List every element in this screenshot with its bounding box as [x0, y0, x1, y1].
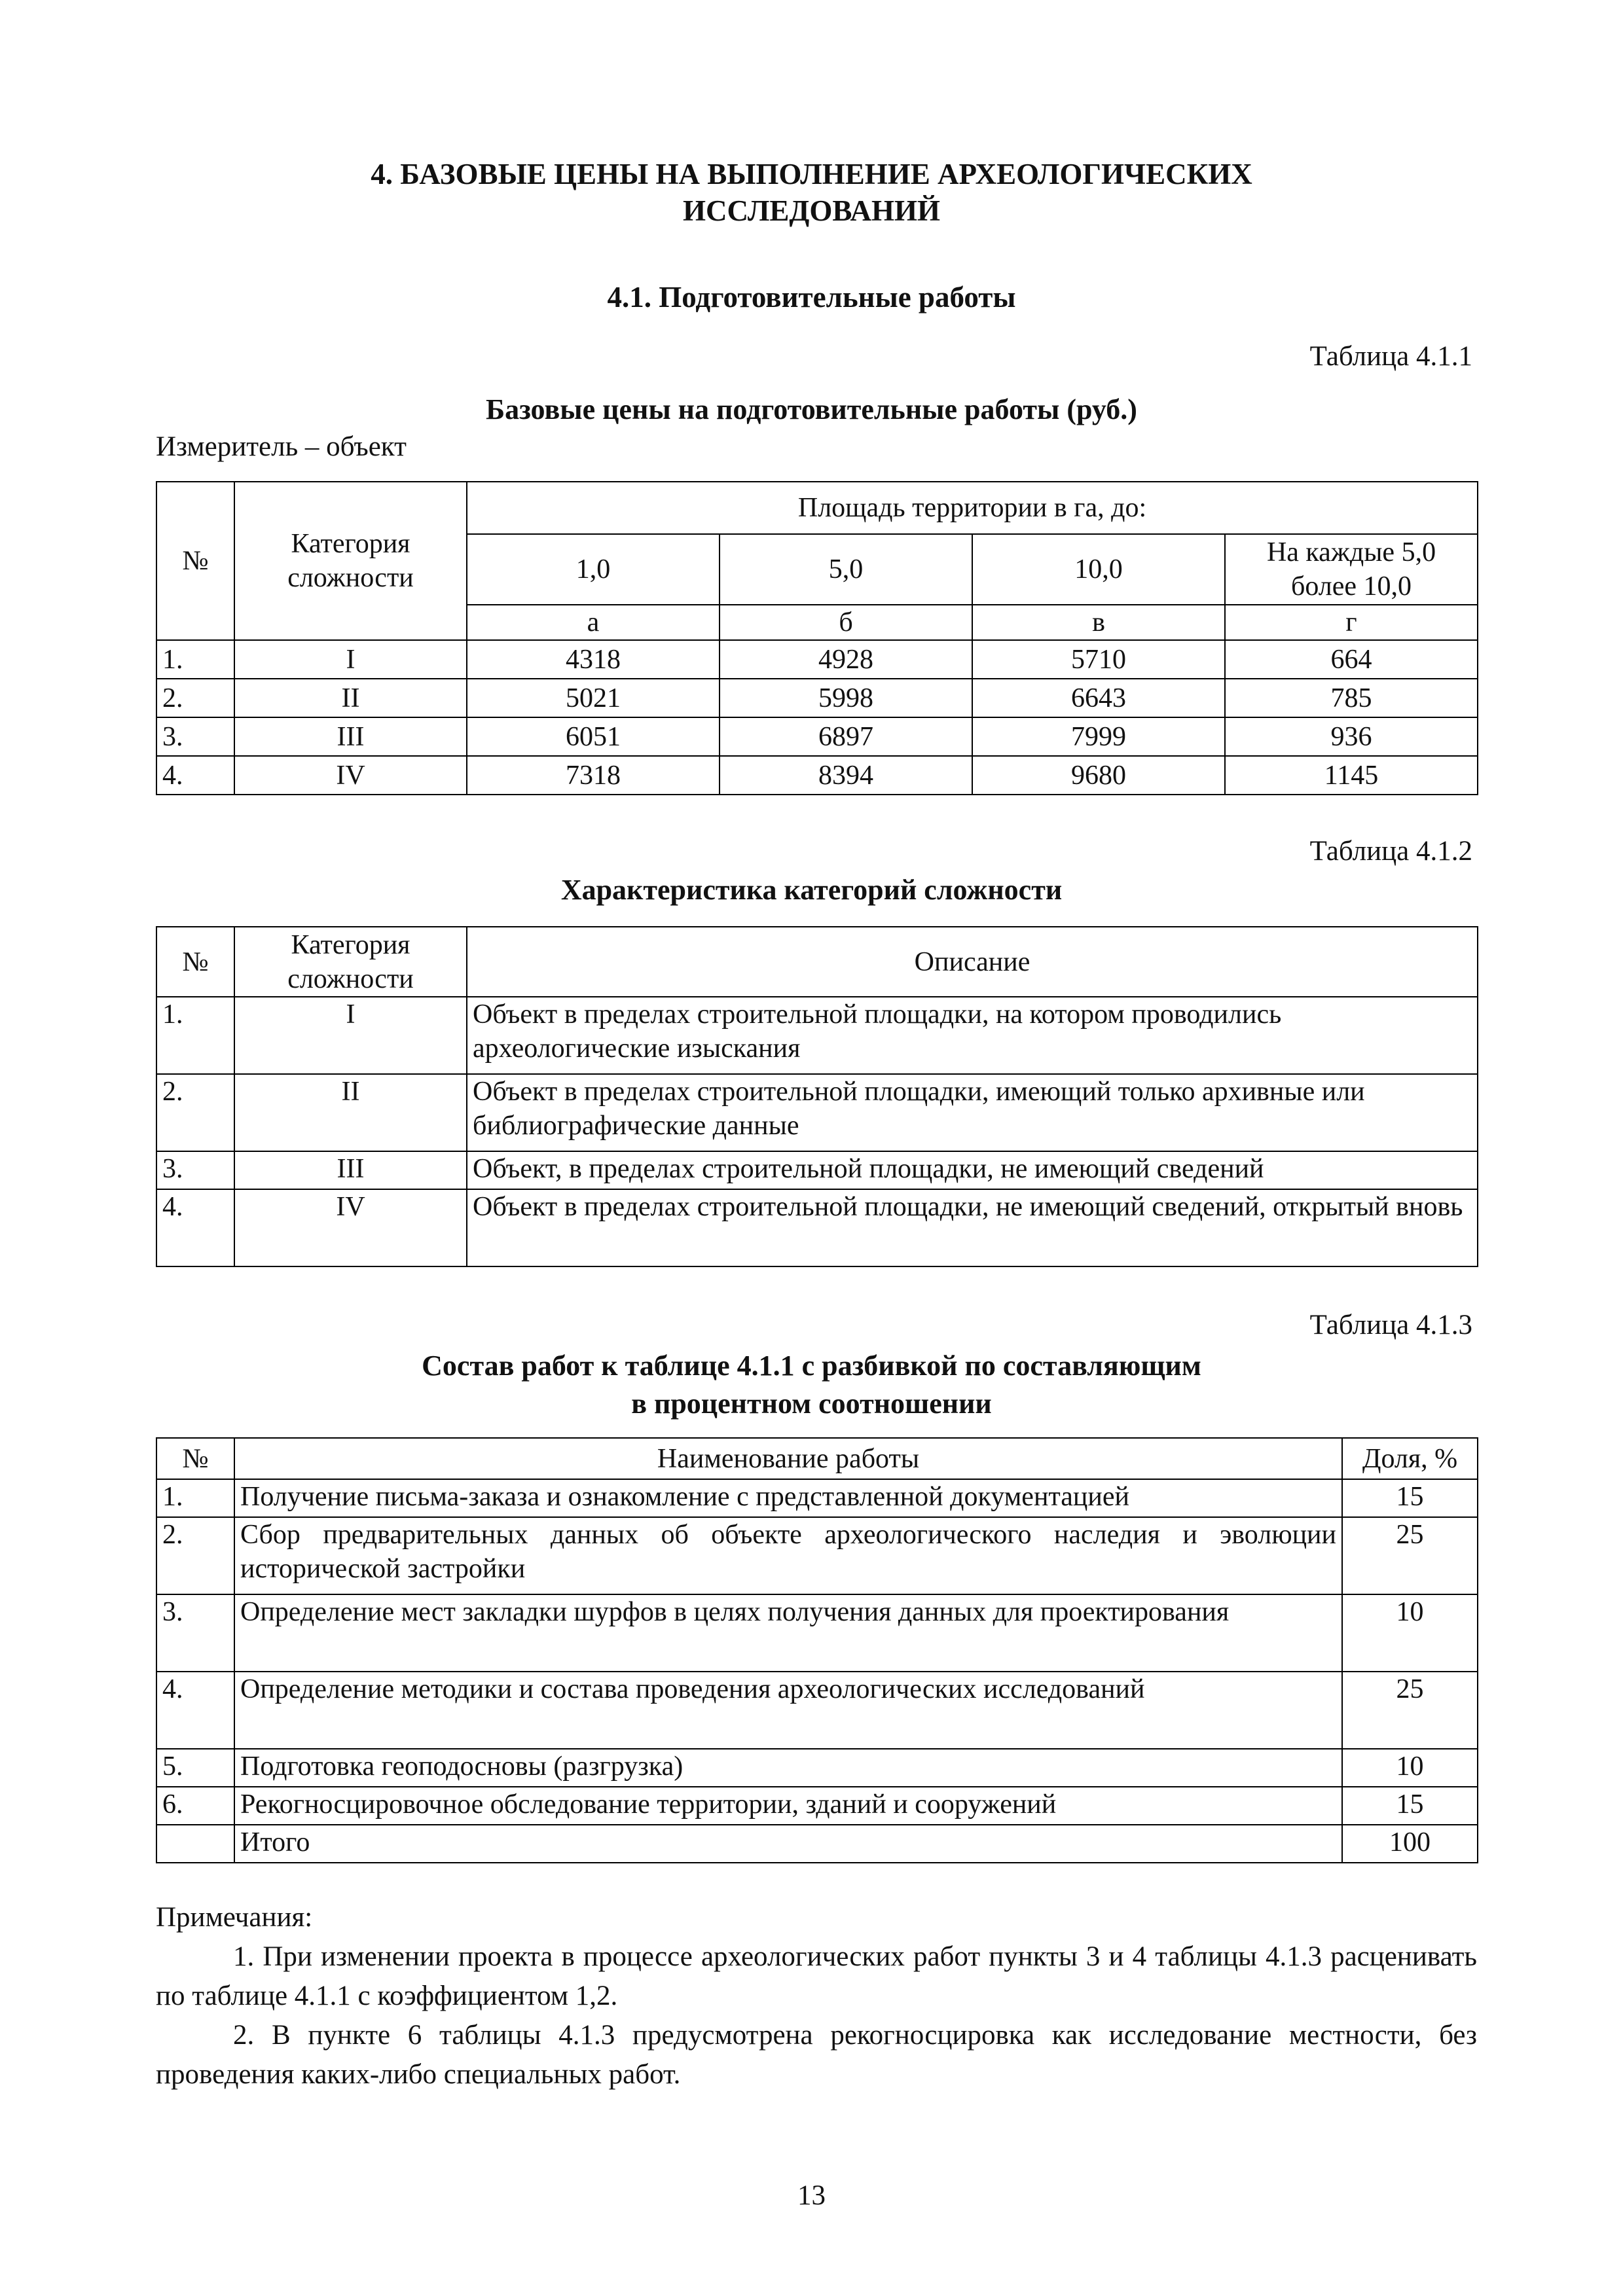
row-share: 10	[1342, 1594, 1478, 1672]
table3-label: Таблица 4.1.3	[1309, 1310, 1472, 1340]
header-letter-c: в	[972, 605, 1225, 640]
row-num: 1.	[156, 997, 234, 1074]
table-row	[156, 717, 1478, 756]
table-row	[156, 997, 1478, 1074]
row-num: 4.	[156, 1189, 234, 1266]
row-num: 2.	[156, 1074, 234, 1151]
header-category: Категория сложности	[234, 927, 467, 997]
header-share: Доля, %	[1342, 1438, 1478, 1479]
row-name: Сбор предварительных данных об объекте археологического наследия и эволюции исторической застройки	[234, 1517, 1342, 1594]
work-composition-table	[156, 1437, 1478, 1863]
cell-c: 9680	[972, 756, 1225, 795]
row-share: 25	[1342, 1517, 1478, 1594]
header-col-b: 5,0	[720, 534, 972, 605]
table1-label: Таблица 4.1.1	[1309, 341, 1472, 372]
row-description: Объект в пределах строительной площадки, не имеющий сведений, открытый вновь	[467, 1189, 1478, 1266]
header-col-c: 10,0	[972, 534, 1225, 605]
table-row	[156, 756, 1478, 795]
prices-table	[156, 481, 1478, 795]
table3-title-line2: в процентном соотношении	[631, 1388, 992, 1420]
header-letter-a: а	[467, 605, 720, 640]
row-num: 5.	[156, 1749, 234, 1787]
header-name: Наименование работы	[234, 1438, 1342, 1479]
cell-d: 664	[1225, 640, 1478, 679]
row-num: 4.	[156, 756, 234, 795]
row-num: 2.	[156, 1517, 234, 1594]
section-title: 4.1. Подготовительные работы	[607, 281, 1016, 314]
row-share: 15	[1342, 1479, 1478, 1517]
row-name: Подготовка геоподосновы (разгрузка)	[234, 1749, 1342, 1787]
cell-b: 6897	[720, 717, 972, 756]
row-category: II	[234, 679, 467, 717]
notes-title: Примечания:	[156, 1902, 313, 1933]
row-description: Объект в пределах строительной площадки, на котором проводились археологические изыскания	[467, 997, 1478, 1074]
total-row	[156, 1825, 1478, 1863]
cell-d: 936	[1225, 717, 1478, 756]
header-letter-d: г	[1225, 605, 1478, 640]
page-number: 13	[797, 2180, 826, 2211]
row-num: 3.	[156, 1594, 234, 1672]
table-row	[156, 1672, 1478, 1749]
header-num: №	[156, 927, 234, 997]
row-name: Получение письма-заказа и ознакомление с представленной документацией	[234, 1479, 1342, 1517]
cell-c: 7999	[972, 717, 1225, 756]
table-row	[156, 1517, 1478, 1594]
total-label: Итого	[234, 1825, 1342, 1863]
row-category: II	[234, 1074, 467, 1151]
cell-a: 6051	[467, 717, 720, 756]
main-heading	[0, 156, 1623, 229]
note-2: 2. В пункте 6 таблицы 4.1.3 предусмотрена рекогносцировка как исследование местности, без проведения каких-либо специальных работ.	[156, 2020, 1477, 2090]
table-row	[156, 640, 1478, 679]
total-share: 100	[1342, 1825, 1478, 1863]
notes	[156, 1898, 1477, 2094]
header-area-group: Площадь территории в га, до:	[467, 482, 1478, 534]
table2-label: Таблица 4.1.2	[1309, 836, 1472, 867]
row-name: Определение методики и состава проведения археологических исследований	[234, 1672, 1342, 1749]
table-row	[156, 1151, 1478, 1189]
note-1: 1. При изменении проекта в процессе археологических работ пункты 3 и 4 таблицы 4.1.3 расценивать по таблице 4.1.1 с коэффициентом 1,2.	[156, 1941, 1477, 2011]
row-num: 6.	[156, 1787, 234, 1825]
cell-b: 8394	[720, 756, 972, 795]
table3-title-line1: Состав работ к таблице 4.1.1 с разбивкой по составляющим	[422, 1350, 1201, 1382]
total-num	[156, 1825, 234, 1863]
main-heading-line2: ИССЛЕДОВАНИЙ	[682, 194, 941, 227]
row-num: 3.	[156, 717, 234, 756]
row-num: 4.	[156, 1672, 234, 1749]
header-num: №	[156, 482, 234, 640]
cell-d: 785	[1225, 679, 1478, 717]
row-name: Определение мест закладки шурфов в целях получения данных для проектирования	[234, 1594, 1342, 1672]
table-row	[156, 679, 1478, 717]
table3-title	[0, 1347, 1623, 1423]
row-share: 10	[1342, 1749, 1478, 1787]
row-description: Объект в пределах строительной площадки, имеющий только архивные или библиографические данные	[467, 1074, 1478, 1151]
table2-title: Характеристика категорий сложности	[560, 874, 1063, 906]
row-category: I	[234, 997, 467, 1074]
row-num: 2.	[156, 679, 234, 717]
cell-c: 5710	[972, 640, 1225, 679]
table-row	[156, 1074, 1478, 1151]
header-col-d: На каждые 5,0 более 10,0	[1225, 534, 1478, 605]
cell-b: 4928	[720, 640, 972, 679]
header-description: Описание	[467, 927, 1478, 997]
row-category: IV	[234, 1189, 467, 1266]
row-num: 1.	[156, 1479, 234, 1517]
row-num: 1.	[156, 640, 234, 679]
header-letter-b: б	[720, 605, 972, 640]
header-num: №	[156, 1438, 234, 1479]
cell-b: 5998	[720, 679, 972, 717]
table-row	[156, 1594, 1478, 1672]
row-share: 25	[1342, 1672, 1478, 1749]
table1-title: Базовые цены на подготовительные работы (руб.)	[486, 393, 1137, 425]
row-category: IV	[234, 756, 467, 795]
main-heading-line1: 4. БАЗОВЫЕ ЦЕНЫ НА ВЫПОЛНЕНИЕ АРХЕОЛОГИЧЕСКИХ	[371, 158, 1252, 190]
cell-a: 5021	[467, 679, 720, 717]
row-category: III	[234, 717, 467, 756]
header-col-a: 1,0	[467, 534, 720, 605]
cell-a: 4318	[467, 640, 720, 679]
cell-a: 7318	[467, 756, 720, 795]
categories-table	[156, 926, 1478, 1267]
table1-unit: Измеритель – объект	[156, 431, 407, 462]
table-row	[156, 1479, 1478, 1517]
table-row	[156, 1189, 1478, 1266]
table-row	[156, 1749, 1478, 1787]
row-share: 15	[1342, 1787, 1478, 1825]
header-category: Категория сложности	[234, 482, 467, 640]
cell-d: 1145	[1225, 756, 1478, 795]
cell-c: 6643	[972, 679, 1225, 717]
row-category: I	[234, 640, 467, 679]
row-num: 3.	[156, 1151, 234, 1189]
row-description: Объект, в пределах строительной площадки, не имеющий сведений	[467, 1151, 1478, 1189]
table-row	[156, 1787, 1478, 1825]
row-category: III	[234, 1151, 467, 1189]
row-name: Рекогносцировочное обследование территории, зданий и сооружений	[234, 1787, 1342, 1825]
